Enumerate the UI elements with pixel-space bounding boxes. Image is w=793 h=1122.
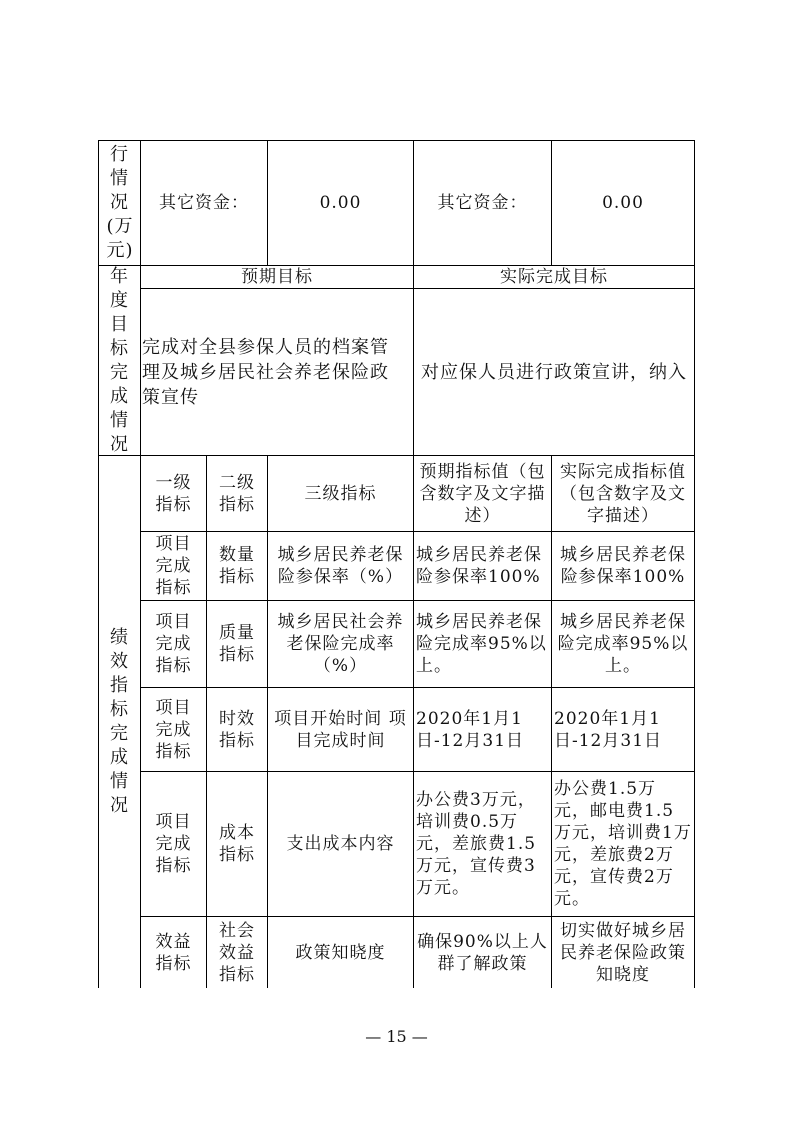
item-level1-text: 项目完成指标 xyxy=(155,812,192,876)
item-level2-text: 社会效益指标 xyxy=(219,920,255,985)
funds-planned-label: 其它资金： xyxy=(159,193,249,213)
funds-planned-value: 0.00 xyxy=(319,193,362,213)
item-level2-text: 质量指标 xyxy=(219,623,255,665)
performance-section-label xyxy=(99,456,140,988)
item-level3: 支出成本内容 xyxy=(286,834,395,854)
item-level2 xyxy=(207,601,267,687)
item-planned: 确保90%以上人群了解政策 xyxy=(417,931,548,974)
funds-actual-value: 0.00 xyxy=(602,193,644,213)
item-actual: 城乡居民养老保险参保率100% xyxy=(560,545,686,587)
item-level2-text: 成本指标 xyxy=(219,823,255,865)
actual-goal-text xyxy=(414,289,694,455)
performance-section-label-text: 绩效指标完成情况 xyxy=(110,627,129,816)
header-planned: 预期指标值（包含数字及文字描述） xyxy=(419,461,546,526)
item-actual: 2020年1月1日-12月31日 xyxy=(554,708,663,751)
header-level3: 三级指标 xyxy=(304,483,377,504)
header-level2-text: 二级指标 xyxy=(219,472,255,515)
item-level1-text: 效益指标 xyxy=(155,931,192,974)
item-actual: 办公费1.5万元，邮电费1.5万元，培训费1万元，差旅费2万元，宣传费2万元。 xyxy=(554,779,692,909)
item-level3: 城乡居民社会养老保险完成率（%） xyxy=(277,612,404,676)
actual-goal-text-content: 对应保人员进行政策宣讲，纳入 xyxy=(421,361,687,383)
item-level2-text: 时效指标 xyxy=(219,708,255,751)
planned-goal-text-content: 完成对全县参保人员的档案管理及城乡居民社会养老保险政策宣传 xyxy=(142,336,389,408)
header-level1-text: 一级指标 xyxy=(155,472,192,515)
funds-actual-label: 其它资金： xyxy=(437,193,528,213)
planned-goal-header: 预期目标 xyxy=(241,267,313,287)
item-level1-text: 项目完成指标 xyxy=(155,697,192,762)
item-planned: 办公费3万元，培训费0.5万元，差旅费1.5万元，宣传费3万元。 xyxy=(416,790,537,898)
item-level3: 城乡居民养老保险参保率（%） xyxy=(277,545,404,587)
item-level2 xyxy=(207,772,267,916)
item-level2 xyxy=(207,532,267,600)
header-level2 xyxy=(207,456,267,531)
item-planned: 2020年1月1日-12月31日 xyxy=(416,708,525,751)
item-level2 xyxy=(207,688,267,771)
item-level1 xyxy=(141,772,206,916)
item-level1 xyxy=(141,688,206,771)
item-planned: 城乡居民养老保险完成率95%以上。 xyxy=(416,612,547,676)
table-border-right xyxy=(694,140,695,988)
item-level3: 政策知晓度 xyxy=(295,942,386,963)
item-level1 xyxy=(141,917,206,988)
annual-goal-section-label-text: 年度目标完成情况 xyxy=(110,265,129,455)
item-level1-text: 项目完成指标 xyxy=(155,612,192,676)
annual-goal-section-label xyxy=(99,266,140,455)
item-level3: 项目开始时间 项目完成时间 xyxy=(274,708,407,751)
item-actual: 切实做好城乡居民养老保险政策知晓度 xyxy=(560,920,686,985)
header-level1 xyxy=(141,456,206,531)
item-planned: 城乡居民养老保险参保率100% xyxy=(416,545,542,587)
item-level2-text: 数量指标 xyxy=(219,545,255,587)
item-level1-text: 项目完成指标 xyxy=(155,534,192,598)
item-level1 xyxy=(141,601,206,687)
funds-section-label-text: 行情况(万元) xyxy=(106,144,134,261)
header-actual: 实际完成指标值（包含数字及文字描述） xyxy=(560,461,686,526)
page-number: — 15 — xyxy=(365,1027,428,1046)
item-level1 xyxy=(141,532,206,600)
planned-goal-text xyxy=(142,289,412,455)
item-level2 xyxy=(207,917,267,988)
actual-goal-header: 实际完成目标 xyxy=(500,267,608,287)
funds-section-label xyxy=(99,141,140,265)
item-actual: 城乡居民养老保险完成率95%以上。 xyxy=(557,612,689,676)
